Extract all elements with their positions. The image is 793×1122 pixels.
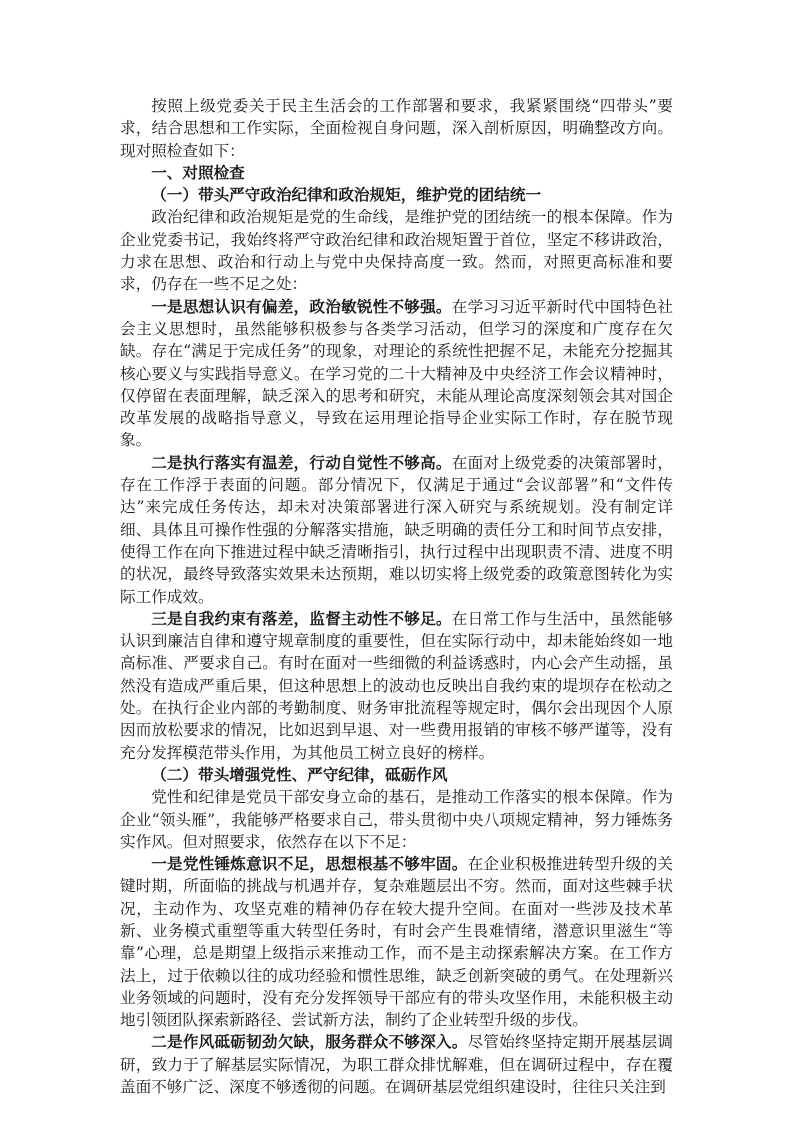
document-body [120,95,673,1098]
point-text: 在企业积极推进转型升级的关键时期，所面临的挑战与机遇并存，复杂难题层出不穷。然而，面对这些棘手状况，主动作为、攻坚克难的精神仍存在较大提升空间。在面对一些涉及技术革新、业务模式重塑等重大转型任务时，有时会产生畏难情绪，潜意识里滋生“等靠”心理，总是期望上级指示来推动工作，而不是主动探索解决方案。在工作方法上，过于依赖以往的成功经验和惯性思维，缺乏创新突破的勇气。在处理新兴业务领域的问题时，没有充分发挥领导干部应有的带头攻坚作用，未能积极主动地引领团队探索新路径、尝试新方法，制约了企业转型升级的步伐。 [120,855,673,1030]
subsection-1-point-1 [120,296,673,452]
subsection-heading-2: （二）带头增强党性、严守纪律，砥砺作风 [151,764,448,784]
subsection-2-intro: 党性和纪律是党员干部安身立命的基石，是推动工作落实的根本保障。作为企业“领头雁”，我能够严格要求自己，带头贯彻中央八项规定精神，努力锤炼务实作风。但对照要求，依然存在以下不足： [120,788,673,851]
point-text: 在学习习近平新时代中国特色社会主义思想时，虽然能够积极参与各类学习活动，但学习的深度和广度存在欠缺。存在“满足于完成任务”的现象，对理论的系统性把握不足，未能充分挖掘其核心要义与实践指导意义。在学习党的二十大精神及中央经济工作会议精神时，仅停留在表面理解，缺乏深入的思考和研究，未能从理论高度深刻领会其对国企改革发展的战略指导意义，导致在运用理论指导企业实际工作时，存在脱节现象。 [120,297,673,450]
subsection-1-point-3 [120,608,673,764]
point-text: 尽管始终坚持定期开展基层调研，致力于了解基层实际情况，为职工群众排忧解难，但在调研过程中，存在覆盖面不够广泛、深度不够透彻的问题。在调研基层党组织建设时，往往只关注到 [120,1033,673,1097]
section-heading-1: 一、对照检查 [151,162,245,182]
intro-paragraph: 按照上级党委关于民主生活会的工作部署和要求，我紧紧围绕“四带头”要求，结合思想和工作实际，全面检视自身问题，深入剖析原因，明确整改方向。现对照检查如下： [120,97,673,160]
subsection-2-point-2 [120,1031,673,1098]
point-lead: 三是自我约束有落差，监督主动性不够足。 [151,608,452,628]
subsection-1-point-2 [120,452,673,608]
point-lead: 二是作风砥砺韧劲欠缺，服务群众不够深入。 [151,1032,468,1052]
point-lead: 一是思想认识有偏差，政治敏锐性不够强。 [151,296,452,316]
point-text: 在面对上级党委的决策部署时，存在工作浮于表面的问题。部分情况下，仅满足于通过“会议部署”和“文件传达”来完成任务传达，却未对决策部署进行深入研究与系统规划。没有制定详细、具体且可操作性强的分解落实措施，缺乏明确的责任分工和时间节点安排，使得工作在向下推进过程中缺乏清晰指引，执行过程中出现职责不清、进度不明的状况，最终导致落实效果未达预期，难以切实将上级党委的政策意图转化为实际工作成效。 [120,453,673,606]
point-text: 在日常工作与生活中，虽然能够认识到廉洁自律和遵守规章制度的重要性，但在实际行动中，却未能始终如一地高标准、严要求自己。有时在面对一些细微的利益诱惑时，内心会产生动摇，虽然没有造成严重后果，但这种思想上的波动也反映出自我约束的堤坝存在松动之处。在执行企业内部的考勤制度、财务审批流程等规定时，偶尔会出现因个人原因而放松要求的情况，比如迟到早退、对一些费用报销的审核不够严谨等，没有充分发挥模范带头作用，为其他员工树立良好的榜样。 [120,609,673,762]
subsection-heading-1: （一）带头严守政治纪律和政治规矩，维护党的团结统一 [151,185,542,205]
subsection-2-point-1 [120,853,673,1031]
subsection-1-intro: 政治纪律和政治规矩是党的生命线，是维护党的团结统一的根本保障。作为企业党委书记，我始终将严守政治纪律和政治规矩置于首位，坚定不移讲政治，力求在思想、政治和行动上与党中央保持高度一致。然而，对照更高标准和要求，仍存在一些不足之处： [120,208,673,294]
point-lead: 二是执行落实有温差，行动自觉性不够高。 [151,452,452,472]
point-lead: 一是党性锤炼意识不足，思想根基不够牢固。 [151,854,468,874]
